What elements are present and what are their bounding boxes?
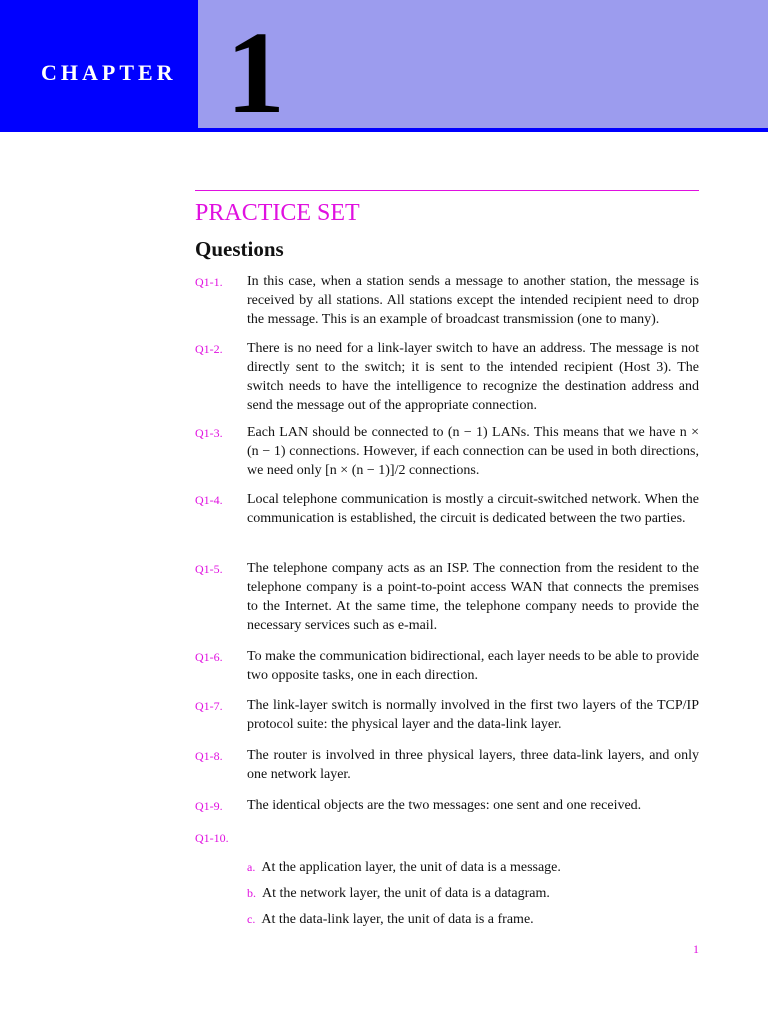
section-title: PRACTICE SET xyxy=(195,200,360,226)
question-q1-2 xyxy=(195,339,699,415)
item-text: At the application layer, the unit of data is a message. xyxy=(261,860,561,875)
question-id: Q1-10. xyxy=(195,831,229,845)
question-q1-7 xyxy=(195,696,699,734)
question-answer: In this case, when a station sends a message to another station, the message is received by all stations. All stations except the intended recipient need to drop the message. This is an example of broadcast transmission (one to many). xyxy=(247,274,699,327)
question-answer: The link-layer switch is normally involved in the first two layers of the TCP/IP protocol suite: the physical layer and the data-link layer. xyxy=(247,698,699,732)
question-id: Q1-1. xyxy=(195,275,223,289)
section-divider xyxy=(195,190,699,191)
question-q1-4 xyxy=(195,490,699,528)
question-id: Q1-2. xyxy=(195,342,223,356)
question-q1-1 xyxy=(195,272,699,329)
question-answer: There is no need for a link-layer switch to have an address. The message is not directly sent to the switch; it is sent to the intended recipient (Host 3). The switch needs to have the intelligence to recognize the destination address and send the message out of the appropriate connection. xyxy=(247,341,699,413)
question-id: Q1-6. xyxy=(195,650,223,664)
item-text: At the network layer, the unit of data is a datagram. xyxy=(262,886,550,901)
question-q1-8 xyxy=(195,746,699,784)
question-q1-6 xyxy=(195,647,699,685)
question-answer: The telephone company acts as an ISP. The connection from the resident to the telephone company is a point-to-point access WAN that connects the premises to the Internet. At the same time, the telephone company needs to provide the necessary services such as e-mail. xyxy=(247,561,699,633)
q10-item-a xyxy=(247,858,561,877)
question-id: Q1-9. xyxy=(195,799,223,813)
question-answer: Each LAN should be connected to (n − 1) LANs. This means that we have n × (n − 1) connections. However, if each connection can be used in both directions, we need only [n × (n − 1)]/2 connections. xyxy=(247,425,699,478)
question-answer: Local telephone communication is mostly a circuit-switched network. When the communication is established, the circuit is dedicated between the two parties. xyxy=(247,492,699,526)
item-letter: b. xyxy=(247,886,256,900)
item-letter: a. xyxy=(247,860,256,874)
question-id: Q1-3. xyxy=(195,426,223,440)
item-text: At the data-link layer, the unit of data is a frame. xyxy=(261,912,534,927)
question-answer: The router is involved in three physical layers, three data-link layers, and only one network layer. xyxy=(247,748,699,782)
question-q1-5 xyxy=(195,559,699,635)
question-q1-9 xyxy=(195,796,699,815)
q10-item-c xyxy=(247,910,534,929)
q10-item-b xyxy=(247,884,550,903)
question-id: Q1-8. xyxy=(195,749,223,763)
question-id: Q1-5. xyxy=(195,562,223,576)
question-q1-3 xyxy=(195,423,699,480)
question-answer: To make the communication bidirectional, each layer needs to be able to provide two opposite tasks, one in each direction. xyxy=(247,649,699,683)
question-id: Q1-4. xyxy=(195,493,223,507)
page-number: 1 xyxy=(693,942,699,956)
chapter-number: 1 xyxy=(226,7,285,138)
question-id: Q1-7. xyxy=(195,699,223,713)
question-answer: The identical objects are the two messages: one sent and one received. xyxy=(247,798,642,813)
subsection-title: Questions xyxy=(195,237,284,261)
item-letter: c. xyxy=(247,912,256,926)
chapter-label: CHAPTER xyxy=(41,60,177,85)
